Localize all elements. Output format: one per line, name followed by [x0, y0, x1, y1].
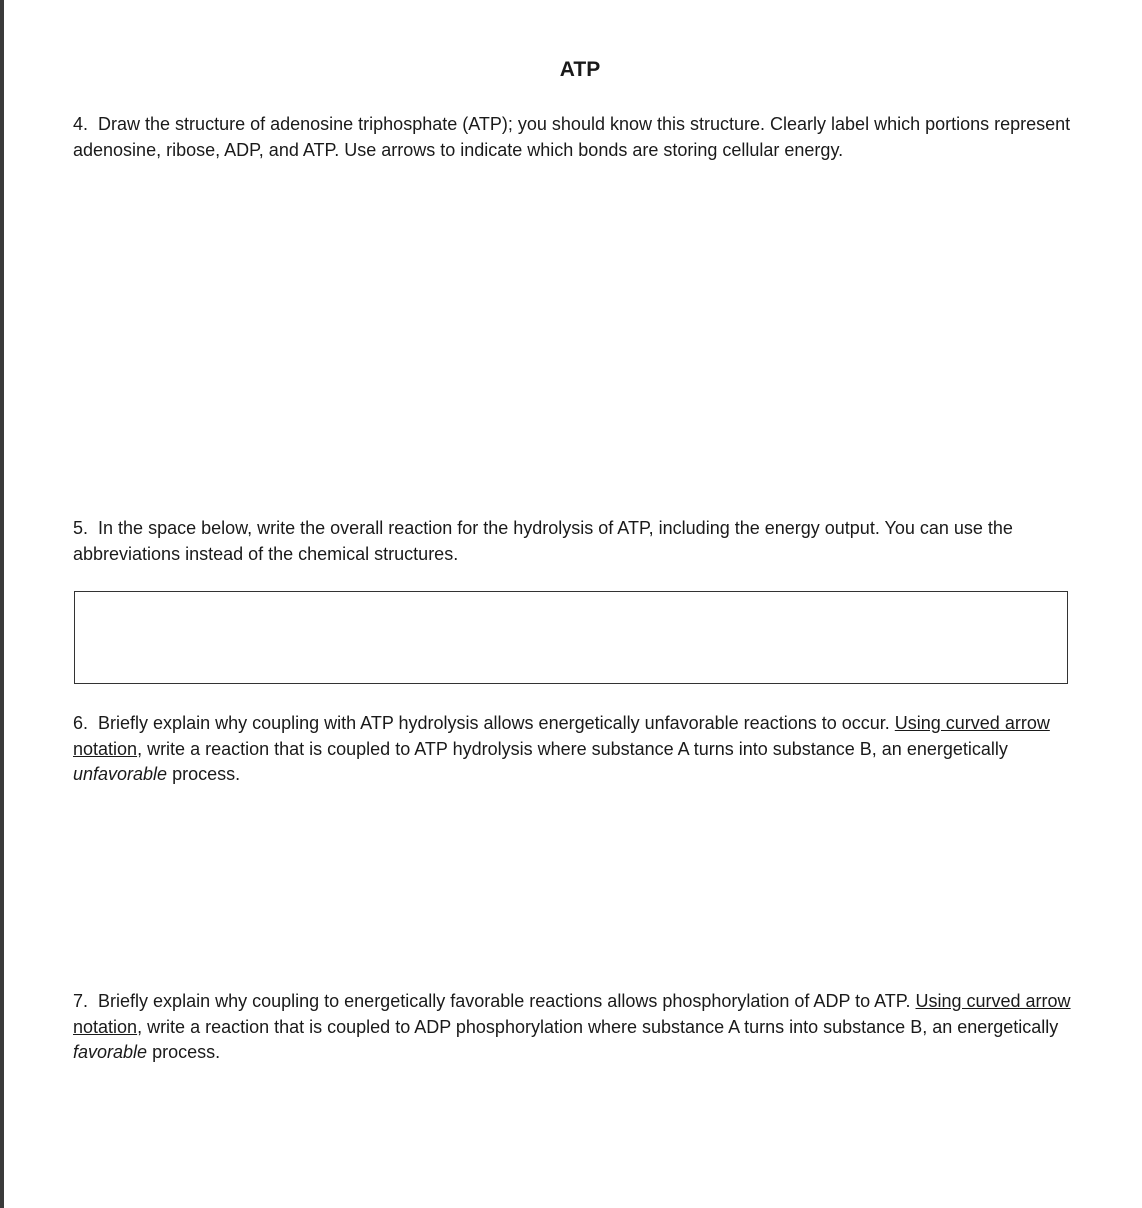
question-7 [73, 989, 1083, 1066]
question-5-number: 5. [73, 518, 89, 538]
question-7-text-middle: , write a reaction that is coupled to ADP phosphorylation where substance A turns into substance B, an energetically [137, 1016, 1059, 1037]
question-5 [73, 516, 1083, 567]
question-6-text: Briefly explain why coupling with ATP hydrolysis allows energetically unfavorable reactions to occur. [98, 713, 895, 733]
question-5-answer-box[interactable] [74, 591, 1068, 684]
question-7-curved-arrow-note: Using curved arrow notation [73, 991, 1071, 1037]
question-6-emphasis: unfavorable [73, 764, 168, 784]
question-4-text: Draw the structure of adenosine triphosphate (ATP); you should know this structure. Clearly label which portions represent adenosine, ribose, ADP, and ATP. Use arrows to indicate which bonds are storing cellular energy. [73, 114, 1071, 160]
question-5-text: In the space below, write the overall reaction for the hydrolysis of ATP, including the energy output. You can use the abbreviations instead of the chemical structures. [73, 518, 1013, 564]
question-4-number: 4. [73, 114, 89, 134]
question-4 [73, 112, 1083, 163]
question-6-text-end: process. [167, 764, 241, 784]
question-6-curved-arrow-note: Using curved arrow notation [73, 713, 1050, 759]
question-6 [73, 711, 1083, 788]
question-7-text: Briefly explain why coupling to energetically favorable reactions allows phosphorylation of ADP to ATP. [98, 991, 916, 1011]
question-7-emphasis: favorable [73, 1042, 148, 1062]
question-6-text-middle: , write a reaction that is coupled to ATP hydrolysis where substance A turns into substance B, an energetically [137, 738, 1008, 759]
question-6-number: 6. [73, 713, 89, 733]
question-7-text-end: process. [147, 1042, 221, 1062]
question-7-number: 7. [73, 991, 89, 1011]
page-title: ATP [559, 58, 601, 81]
